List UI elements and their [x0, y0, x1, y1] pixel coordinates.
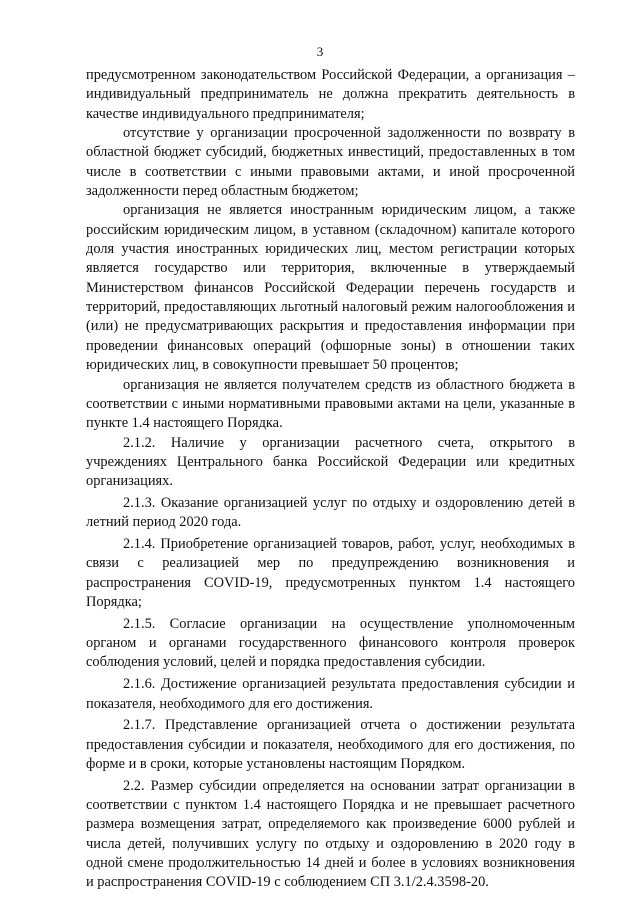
paragraph-not-budget-recipient: организация не является получателем средств из областного бюджета в соответствии с иными нормативными правовыми актами на цели, указанные в пункте 1.4 настоящего Порядка.: [86, 376, 575, 432]
paragraph-not-foreign-entity: организация не является иностранным юридическим лицом, а также российским юридическим лицом, в уставном (складочном) капитале которого доля участия иностранных юридических лиц, местом регистрации которых является государство или территория, включенные в утверждаемый Министерством финансов Российской Федерации перечень государств и территорий, предоставляющих льготный налоговый режим налогообложения и (или) не предусматривающих раскрытия и предоставления информации при проведении финансовых операций (офшорные зоны) в отношении таких юридических лиц, в совокупности превышает 50 процентов;: [86, 202, 575, 374]
paragraph-2-1-6: 2.1.6. Достижение организацией результата предоставления субсидии и показателя, необходимого для его достижения.: [86, 676, 575, 712]
document-body: [86, 66, 575, 893]
paragraph-no-debt-condition: отсутствие у организации просроченной задолженности по возврату в областной бюджет субсидий, бюджетных инвестиций, предоставленных в том числе в соответствии с иными правовыми актами, и иной просроченной задолженности перед областным бюджетом;: [86, 125, 575, 200]
paragraph-2-2: 2.2. Размер субсидии определяется на основании затрат организации в соответствии с пунктом 1.4 настоящего Порядка и не превышает расчетного размера возмещения затрат, определяемого как произведение 6000 рублей и числа детей, получивших услугу по отдыху и оздоровлению в 2020 году в одной смене продолжительностью 14 дней и более в условиях возникновения и распространения COVID-19 с соблюдением СП 3.1/2.4.3598-20.: [86, 777, 575, 891]
paragraph-2-1-5: 2.1.5. Согласие организации на осуществление уполномоченным органом и органами государственного финансового контроля проверок соблюдения условий, целей и порядка предоставления субсидии.: [86, 615, 575, 671]
paragraph-2-1-2: 2.1.2. Наличие у организации расчетного счета, открытого в учреждениях Центрального банка Российской Федерации или кредитных организациях.: [86, 434, 575, 490]
page-number: 3: [316, 44, 324, 59]
paragraph-2-1-7: 2.1.7. Представление организацией отчета о достижении результата предоставления субсидии и показателя, необходимого для его достижения, по форме и в сроки, которые установлены настоящим Порядком.: [86, 717, 575, 772]
paragraph-continuation: предусмотренном законодательством Российской Федерации, а организация – индивидуальный предприниматель не должна прекратить деятельность в качестве индивидуального предпринимателя;: [86, 67, 575, 122]
paragraph-2-1-3: 2.1.3. Оказание организацией услуг по отдыху и оздоровлению детей в летний период 2020 года.: [86, 494, 575, 531]
paragraph-2-1-4: 2.1.4. Приобретение организацией товаров, работ, услуг, необходимых в связи с реализацией мер по предупреждению возникновения и распространения COVID-19, предусмотренных пунктом 1.4 настоящего Порядка;: [86, 536, 575, 611]
